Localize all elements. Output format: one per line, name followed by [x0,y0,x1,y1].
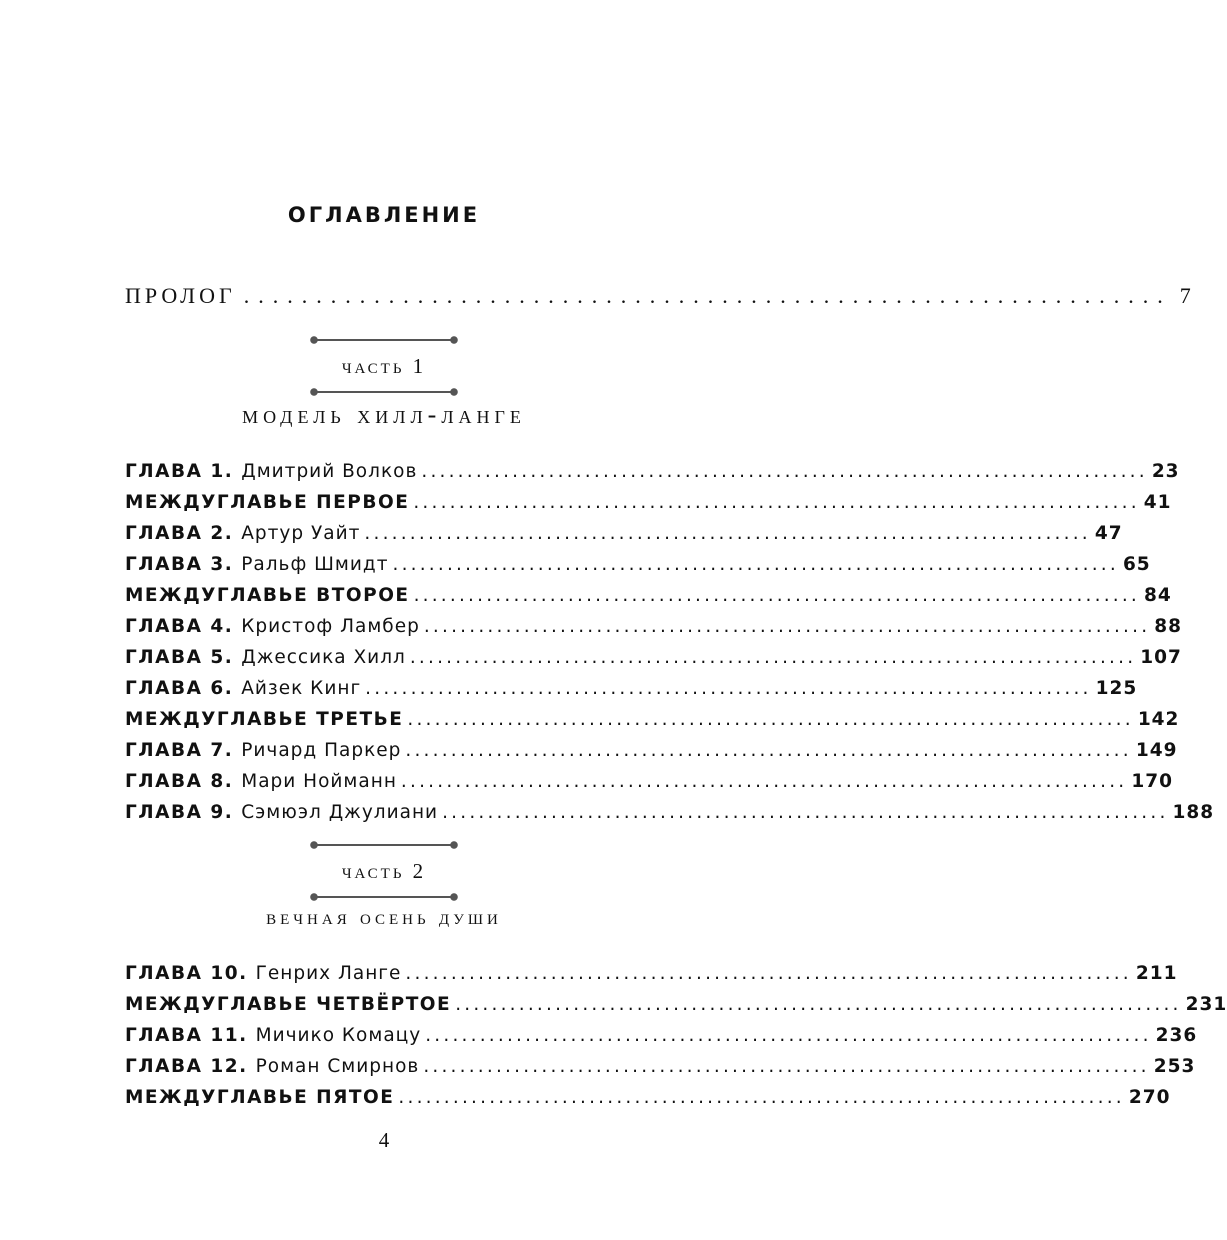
entry-label: ГЛАВА 1. [125,461,234,482]
toc-entry[interactable] [125,549,1151,580]
entry-name: Айзек Кинг [241,678,362,699]
toc-entry[interactable] [125,1051,1196,1082]
entry-label: МЕЖДУГЛАВЬЕ ВТОРОЕ [125,585,410,606]
entry-name: Ральф Шмидт [241,554,389,575]
dot-leader: ................................................................................ [425,1025,1152,1046]
entry-label: МЕЖДУГЛАВЬЕ ЧЕТВЁРТОЕ [125,994,452,1015]
part-heading-1 [0,335,768,397]
entry-page: 47 [1094,523,1123,544]
entry-page: 149 [1135,740,1178,761]
toc-list-part-2 [125,958,1227,1113]
ornament-divider [310,335,458,345]
entry-name: Артур Уайт [241,523,361,544]
toc-entry[interactable] [125,958,1178,989]
dot-leader: ................................................................................ [405,740,1132,761]
entry-label: ГЛАВА 6. [125,678,234,699]
part-title: модель хилл-ланге [242,400,526,429]
ornament-divider [310,892,458,902]
toc-entry[interactable] [125,766,1173,797]
part-label: часть 1 [341,354,427,378]
entry-page: 188 [1172,802,1215,823]
dot-leader: ................................................................................ [423,616,1151,637]
entry-page: 253 [1153,1056,1196,1077]
entry-name: Генрих Ланге [255,963,402,984]
dot-leader: ................................................................................ [409,647,1137,668]
entry-name: Дмитрий Волков [241,461,418,482]
ornament-divider [310,387,458,397]
entry-label: ГЛАВА 8. [125,771,234,792]
toc-entry[interactable] [125,487,1172,518]
entry-label: ГЛАВА 3. [125,554,234,575]
dot-leader: ................................................................................ [365,678,1092,699]
dot-leader: ................................................................................ [455,994,1182,1015]
entry-name: Мичико Комацу [255,1025,422,1046]
entry-label: МЕЖДУГЛАВЬЕ ПЯТОЕ [125,1087,395,1108]
entry-label: ГЛАВА 12. [125,1056,248,1077]
dot-leader: ................................................................ [243,283,1172,308]
ornament-divider [310,840,458,850]
entry-page: 125 [1095,678,1138,699]
entry-name: Роман Смирнов [255,1056,420,1077]
page-title: ОГЛАВЛЕНИЕ [287,203,481,227]
entry-label: ГЛАВА 10. [125,963,248,984]
toc-entry[interactable] [125,611,1183,642]
toc-entry[interactable] [125,1082,1171,1113]
toc-entry[interactable] [125,518,1123,549]
entry-label: ПРОЛОГ [125,283,236,308]
toc-list-part-1 [125,456,1215,828]
entry-page: 23 [1151,461,1180,482]
entry-name: Сэмюэл Джулиани [241,802,439,823]
entry-name: Ричард Паркер [241,740,402,761]
toc-entry[interactable] [125,1020,1198,1051]
dot-leader: ................................................................................ [413,585,1141,606]
dot-leader: ................................................................................ [400,771,1128,792]
dot-leader: ................................................................................ [421,461,1148,482]
entry-label: ГЛАВА 9. [125,802,234,823]
entry-page: 142 [1137,709,1180,730]
toc-entry[interactable] [125,989,1227,1020]
entry-name: Кристоф Ламбер [241,616,420,637]
entry-page: 88 [1154,616,1183,637]
entry-name: Мари Нойманн [241,771,397,792]
toc-entry[interactable] [125,704,1180,735]
part-title: вечная осень души [266,905,502,929]
entry-label: ГЛАВА 7. [125,740,234,761]
entry-page: 65 [1122,554,1151,575]
entry-label: ГЛАВА 5. [125,647,234,668]
dot-leader: ................................................................................ [413,492,1140,513]
dot-leader: ................................................................................ [423,1056,1150,1077]
toc-entry[interactable] [125,642,1182,673]
dot-leader: ................................................................................ [407,709,1134,730]
entry-page: 41 [1143,492,1172,513]
toc-entry-prolog[interactable] [125,283,1191,309]
entry-page: 231 [1185,994,1227,1015]
toc-entry[interactable] [125,456,1180,487]
part-heading-2 [0,840,768,902]
entry-label: ГЛАВА 2. [125,523,234,544]
dot-leader: ................................................................................ [392,554,1119,575]
part-label: часть 2 [341,859,427,883]
dot-leader: ................................................................................ [364,523,1091,544]
entry-page: 7 [1179,283,1191,308]
toc-entry[interactable] [125,797,1215,828]
dot-leader: ................................................................................ [442,802,1169,823]
entry-page: 270 [1128,1087,1171,1108]
entry-page: 236 [1155,1025,1198,1046]
dot-leader: ................................................................................ [398,1087,1125,1108]
dot-leader: ................................................................................ [405,963,1132,984]
entry-page: 211 [1135,963,1178,984]
entry-page: 84 [1144,585,1172,606]
entry-label: МЕЖДУГЛАВЬЕ ТРЕТЬЕ [125,709,404,730]
page-number: 4 [378,1128,390,1152]
entry-page: 107 [1140,647,1182,668]
toc-entry[interactable] [125,735,1178,766]
entry-name: Джессика Хилл [241,647,406,668]
entry-label: ГЛАВА 11. [125,1025,248,1046]
toc-entry[interactable] [125,673,1138,704]
entry-label: ГЛАВА 4. [125,616,234,637]
entry-label: МЕЖДУГЛАВЬЕ ПЕРВОЕ [125,492,410,513]
toc-entry[interactable] [125,580,1172,611]
entry-page: 170 [1131,771,1173,792]
